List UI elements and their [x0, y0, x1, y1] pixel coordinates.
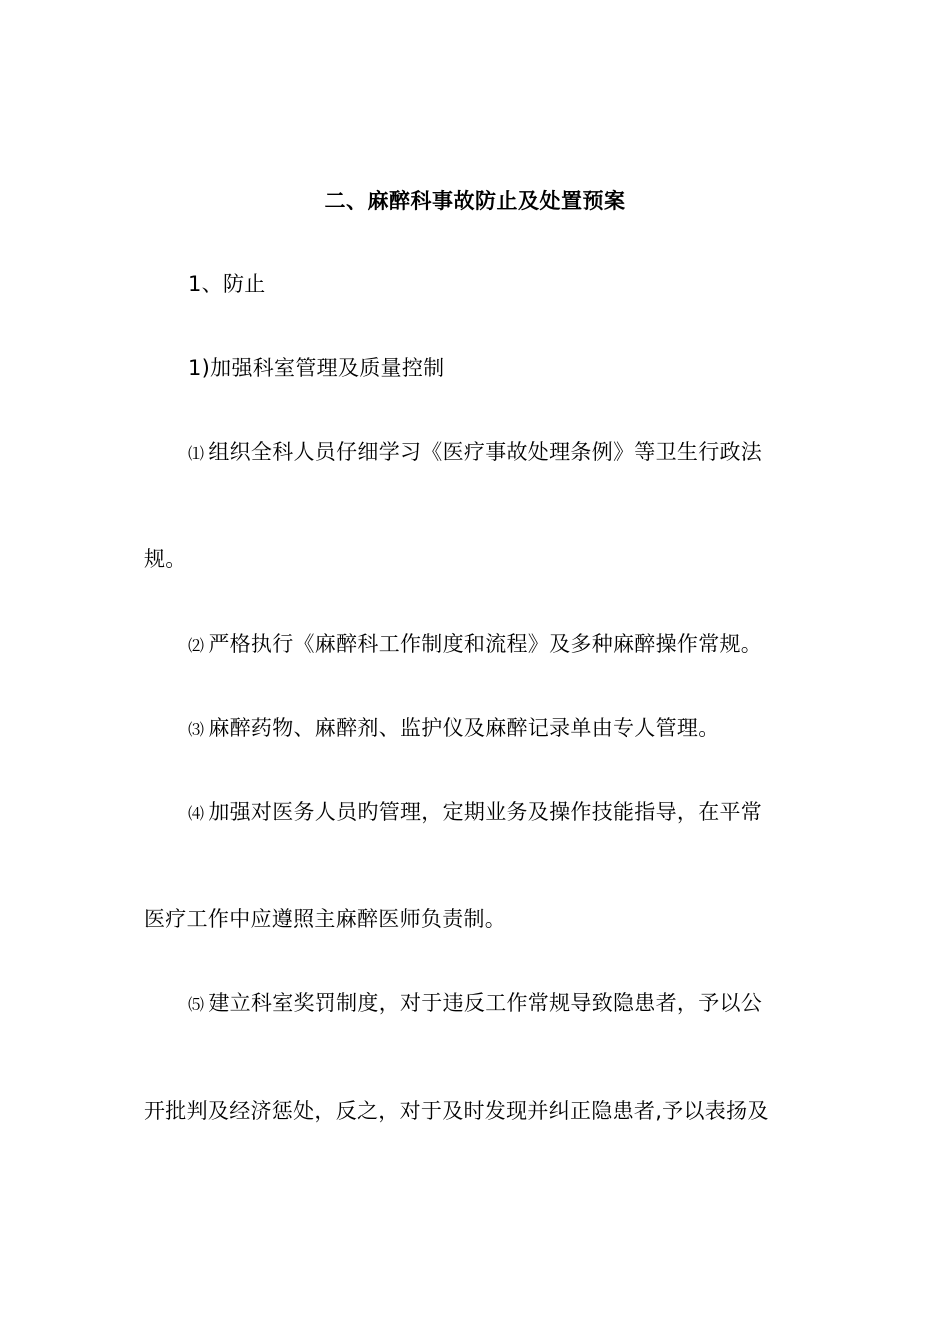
list-item-5-continuation: 开批判及经济惩处，反之，对于及时发现并纠正隐患者,予以表扬及 — [144, 1099, 769, 1123]
list-item-2 — [188, 629, 762, 661]
document-title: 二、麻醉科事故防止及处置预案 — [324, 189, 626, 213]
section-heading: 1、防止 — [188, 272, 266, 296]
list-item-1 — [188, 437, 762, 469]
item-text: 建立科室奖罚制度，对于违反工作常规导致隐患者，予以公 — [208, 991, 763, 1015]
item-text: 组织全科人员仔细学习《医疗事故处理条例》等卫生行政法 — [208, 440, 763, 464]
item-marker: ⑵ — [188, 636, 205, 655]
list-item-4-continuation: 医疗工作中应遵照主麻醉医师负责制。 — [144, 907, 507, 931]
item-marker: ⑶ — [188, 720, 205, 739]
item-marker: ⑸ — [188, 995, 205, 1014]
item-marker: ⑷ — [188, 804, 205, 823]
item-text: 麻醉药物、麻醉剂、监护仪及麻醉记录单由专人管理。 — [208, 716, 720, 740]
list-item-5 — [188, 988, 762, 1020]
list-item-4 — [188, 797, 762, 829]
item-text: 加强对医务人员旳管理，定期业务及操作技能指导，在平常 — [208, 800, 763, 824]
subsection-heading: 1)加强科室管理及质量控制 — [188, 356, 445, 380]
list-item-1-continuation: 规。 — [144, 547, 187, 571]
item-marker: ⑴ — [188, 444, 205, 463]
item-text: 严格执行《麻醉科工作制度和流程》及多种麻醉操作常规。 — [208, 632, 763, 656]
list-item-3 — [188, 713, 720, 745]
